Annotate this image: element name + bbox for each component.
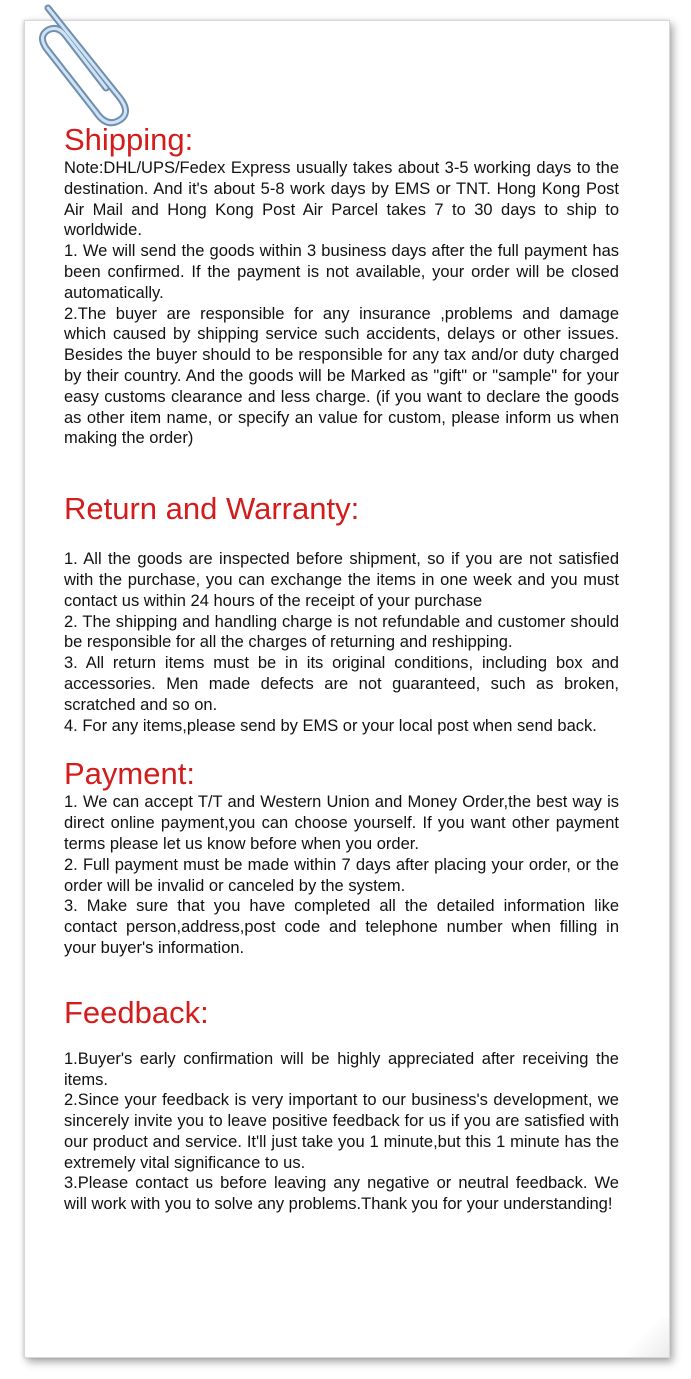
section-title-payment: Payment: bbox=[64, 756, 195, 792]
feedback-paragraph: 2.Since your feedback is very important to our business's development, we sincerely invite you to leave positive feedback for us if you are satisfied with our product and service. It'll just take you 1 minute,but this 1 minute has the extremely vital significance to us. bbox=[64, 1091, 619, 1172]
shipping-paragraph: 2.The buyer are responsible for any insurance ,problems and damage which caused by shipping service such accidents, delays or other issues. Besides the buyer should to be responsible for any tax and/or duty charged by their country. And the goods will be Marked as "gift" or "sample" for your easy customs clearance and less charge. (if you want to declare the goods as other item name, or specify an value for custom, please inform us when making the order) bbox=[64, 304, 619, 448]
return-paragraph: 2. The shipping and handling charge is not refundable and customer should be responsible for all the charges of returning and reshipping. bbox=[64, 612, 619, 652]
return-paragraph: 4. For any items,please send by EMS or your local post when send back. bbox=[64, 716, 597, 735]
page-curl bbox=[609, 1317, 669, 1357]
feedback-section bbox=[64, 995, 619, 1215]
content bbox=[64, 118, 619, 1215]
return-paragraph: 1. All the goods are inspected before shipment, so if you are not satisfied with the purchase, you can exchange the items in one week and you must contact us within 24 hours of the receipt of your purchase bbox=[64, 550, 619, 610]
section-title-return-warranty: Return and Warranty: bbox=[64, 491, 360, 527]
feedback-paragraph: 1.Buyer's early confirmation will be highly appreciated after receiving the items. bbox=[64, 1049, 619, 1089]
paperclip-icon bbox=[28, 0, 138, 130]
payment-paragraph: 3. Make sure that you have completed all the detailed information like contact person,address,post code and telephone number when filling in your buyer's information. bbox=[64, 897, 619, 957]
payment-paragraph: 1. We can accept T/T and Western Union and Money Order,the best way is direct online payment,you can choose yourself. If you want other payment terms please let us know before when you order. bbox=[64, 793, 619, 853]
payment-paragraph: 2. Full payment must be made within 7 days after placing your order, or the order will be invalid or canceled by the system. bbox=[64, 855, 619, 895]
return-warranty-section bbox=[64, 491, 619, 736]
shipping-paragraph: Note:DHL/UPS/Fedex Express usually takes about 3-5 working days to the destination. And it's about 5-8 work days by EMS or TNT. Hong Kong Post Air Mail and Hong Kong Post Air Parcel takes 7 to 30 days to ship to worldwide. bbox=[64, 159, 619, 240]
feedback-paragraph: 3.Please contact us before leaving any negative or neutral feedback. We will work with you to solve any problems.Thank you for your understanding! bbox=[64, 1174, 619, 1214]
payment-section bbox=[64, 756, 619, 958]
section-title-feedback: Feedback: bbox=[64, 994, 209, 1030]
shipping-section bbox=[64, 122, 619, 449]
section-title-shipping: Shipping: bbox=[64, 122, 194, 157]
shipping-paragraph: 1. We will send the goods within 3 business days after the full payment has been confirmed. If the payment is not available, your order will be closed automatically. bbox=[64, 242, 619, 302]
return-paragraph: 3. All return items must be in its original conditions, including box and accessories. Men made defects are not guaranteed, such as broken, scratched and so on. bbox=[64, 654, 619, 714]
